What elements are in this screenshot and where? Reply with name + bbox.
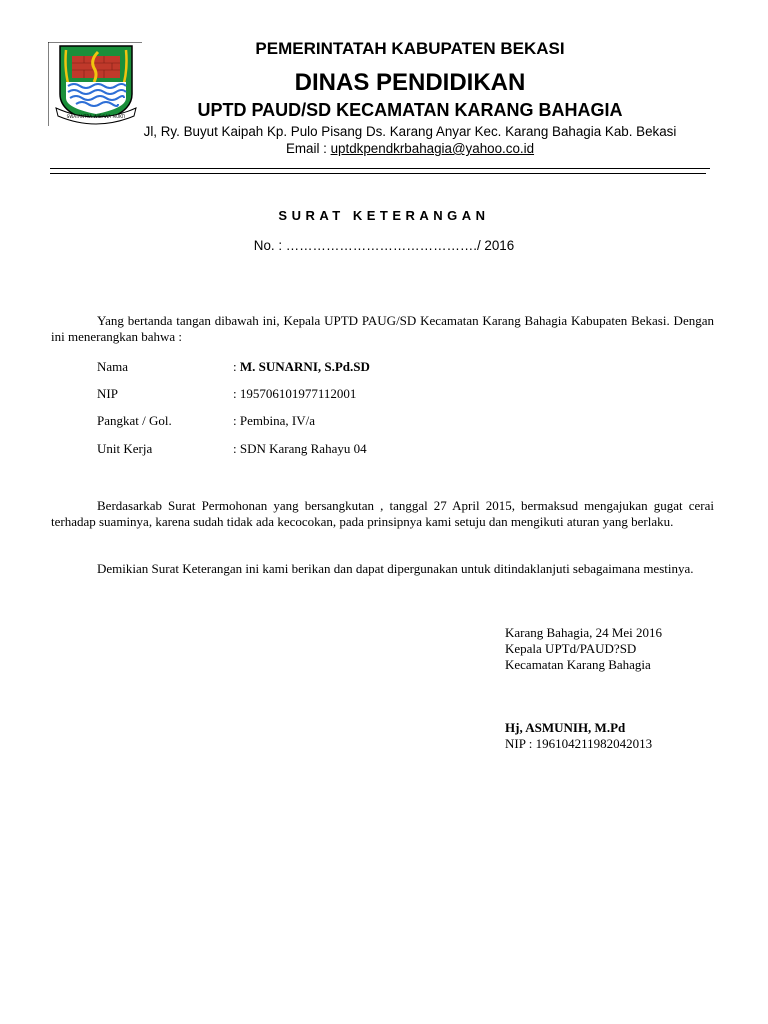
- signature-office: Kecamatan Karang Bahagia: [505, 657, 651, 672]
- signatory-name: Hj, ASMUNIH, M.Pd: [505, 720, 626, 735]
- email-line: [110, 141, 710, 156]
- department-name: DINAS PENDIDIKAN: [294, 69, 526, 96]
- unit-name: UPTD PAUD/SD KECAMATAN KARANG BAHAGIA: [197, 100, 623, 120]
- field-label: Unit Kerja: [97, 441, 153, 456]
- field-value: : M. SUNARNI, S.Pd.SD: [233, 359, 370, 374]
- signature-position: Kepala UPTd/PAUD?SD: [505, 641, 637, 656]
- header-rule-thick: [50, 168, 710, 169]
- letter-title: SURAT KETERANGAN: [278, 208, 490, 223]
- field-label: Pangkat / Gol.: [97, 413, 172, 428]
- email-label: Email :: [285, 141, 331, 156]
- field-value: : SDN Karang Rahayu 04: [233, 441, 367, 456]
- government-name: PEMERINTATAH KABUPATEN BEKASI: [255, 39, 565, 58]
- field-value: : Pembina, IV/a: [233, 413, 315, 428]
- logo-motto: SWATANTRA WIBAWA MUKTI: [66, 114, 126, 119]
- field-label: Nama: [97, 359, 129, 374]
- signature-place-date: Karang Bahagia, 24 Mei 2016: [505, 625, 663, 640]
- intro-paragraph: Yang bertanda tangan dibawah ini, Kepala UPTD PAUG/SD Kecamatan Karang Bahagia Kabupaten Bekasi. Dengan ini menerangkan bahwa :: [51, 313, 714, 344]
- field-label: NIP: [97, 386, 118, 401]
- header-rule-thin: [50, 173, 706, 174]
- letter-number: No. : ……………………………………./ 2016: [253, 238, 515, 253]
- body-paragraph: Berdasarkab Surat Permohonan yang bersangkutan , tanggal 27 April 2015, bermaksud mengajukan gugat cerai terhadap suaminya, karena sudah tidak ada kecocokan, pada prinsipnya kami setuju dan mengikuti aturan yang berlaku.: [51, 498, 714, 529]
- field-value: : 195706101977112001: [233, 386, 357, 401]
- closing-paragraph: Demikian Surat Keterangan ini kami berikan dan dapat dipergunakan untuk ditindaklanjuti sebagaimana mestinya.: [97, 561, 694, 576]
- office-address: Jl, Ry. Buyut Kaipah Kp. Pulo Pisang Ds. Karang Anyar Kec. Karang Bahagia Kab. Bekasi: [143, 124, 677, 139]
- signatory-nip: NIP : 196104211982042013: [505, 736, 653, 751]
- email-link[interactable]: uptdkpendkrbahagia@yahoo.co.id: [330, 141, 535, 156]
